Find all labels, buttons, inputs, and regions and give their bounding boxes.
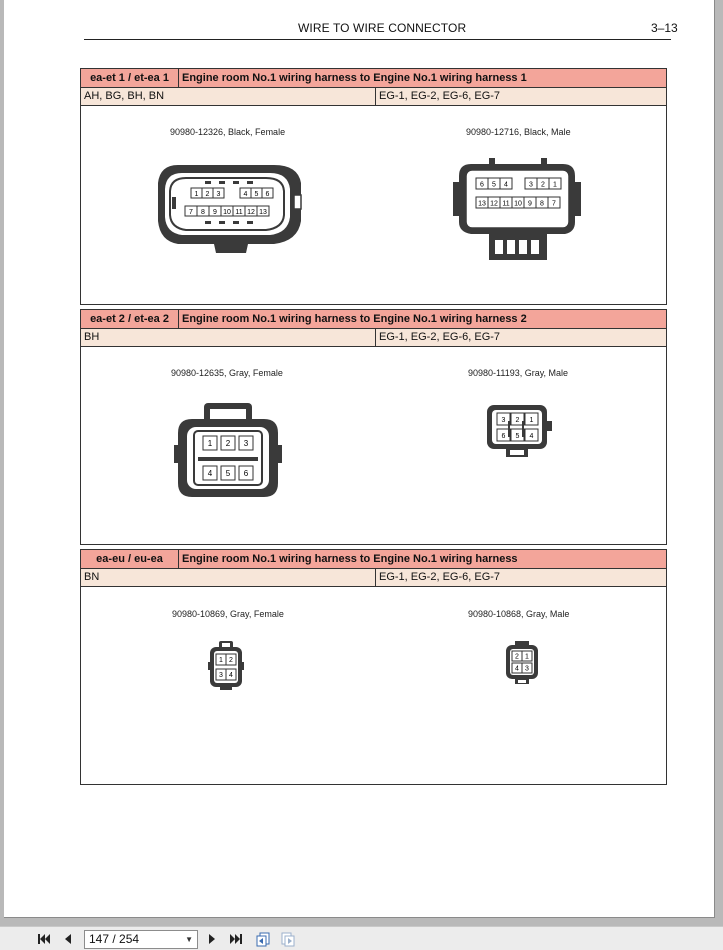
pin-label: 1 bbox=[553, 181, 557, 189]
section-info-row bbox=[81, 329, 666, 347]
next-page-icon[interactable] bbox=[204, 931, 220, 947]
pin-row-bottom bbox=[476, 197, 560, 208]
page-header-number: 3–13 bbox=[651, 21, 678, 35]
connector-code: ea-et 2 / et-ea 2 bbox=[81, 310, 179, 328]
go-back-view-icon[interactable] bbox=[255, 931, 271, 947]
connector-housing bbox=[453, 158, 581, 260]
pin-label: 6 bbox=[480, 181, 484, 189]
pin-label: 9 bbox=[213, 209, 217, 216]
pin-label: 3 bbox=[216, 191, 221, 198]
pdf-viewer-toolbar bbox=[0, 926, 723, 950]
pin-label: 7 bbox=[552, 200, 556, 208]
pin-label: 2 bbox=[225, 439, 231, 448]
section-title-row bbox=[81, 69, 666, 88]
section-title-row bbox=[81, 550, 666, 569]
connector-name: Engine room No.1 wiring harness to Engine No.1 wiring harness bbox=[182, 553, 518, 565]
pin-label: 9 bbox=[528, 200, 532, 208]
male-connector-4pin bbox=[504, 640, 540, 686]
pin-label: 5 bbox=[492, 181, 496, 189]
pin-label: 13 bbox=[478, 200, 486, 208]
system-codes: BN bbox=[81, 569, 376, 586]
page-indicator: 147 / 254 bbox=[89, 932, 140, 946]
female-connector-6pin bbox=[174, 401, 282, 501]
pin-label: 3 bbox=[529, 181, 533, 189]
pin-label: 8 bbox=[201, 209, 205, 216]
pin-row-bottom bbox=[185, 206, 269, 216]
pin-label: 8 bbox=[540, 200, 544, 208]
female-connector-caption: 90980-10869, Gray, Female bbox=[172, 609, 284, 619]
pin-label: 6 bbox=[501, 433, 506, 440]
pin-label: 7 bbox=[189, 209, 193, 216]
male-connector-caption: 90980-12716, Black, Male bbox=[466, 127, 571, 137]
connector-name: Engine room No.1 wiring harness to Engine No.1 wiring harness 2 bbox=[182, 313, 527, 325]
pin-label: 4 bbox=[207, 469, 213, 478]
previous-page-icon[interactable] bbox=[60, 931, 76, 947]
male-connector-13pin bbox=[451, 156, 586, 264]
pin-label: 12 bbox=[247, 209, 255, 216]
pin-label: 2 bbox=[515, 653, 519, 661]
pin-label: 5 bbox=[254, 191, 259, 198]
pin-label: 4 bbox=[515, 665, 519, 673]
pin-label: 2 bbox=[541, 181, 545, 189]
pin-label: 2 bbox=[229, 657, 233, 664]
pin-label: 13 bbox=[259, 209, 267, 216]
pin-label: 3 bbox=[243, 439, 249, 448]
female-connector-caption: 90980-12635, Gray, Female bbox=[171, 368, 283, 378]
page-header-title: WIRE TO WIRE CONNECTOR bbox=[298, 21, 467, 35]
connector-section-3 bbox=[80, 549, 667, 785]
pin-label: 2 bbox=[205, 191, 210, 198]
pin-label: 3 bbox=[525, 665, 529, 673]
pin-label: 11 bbox=[235, 209, 243, 216]
connector-code: ea-eu / eu-ea bbox=[81, 550, 179, 568]
female-connector-13pin bbox=[156, 161, 306, 256]
pin-label: 4 bbox=[243, 191, 248, 198]
pin-label: 4 bbox=[504, 181, 508, 189]
female-connector-4pin bbox=[208, 640, 244, 692]
connector-section-1 bbox=[80, 68, 667, 305]
header-rule bbox=[84, 39, 671, 40]
go-forward-view-icon[interactable] bbox=[280, 931, 296, 947]
section-info-row bbox=[81, 88, 666, 106]
section-title-row bbox=[81, 310, 666, 329]
pin-label: 3 bbox=[219, 672, 223, 679]
male-connector-caption: 90980-10868, Gray, Male bbox=[468, 609, 570, 619]
pin-label: 5 bbox=[225, 469, 231, 478]
pin-label: 1 bbox=[219, 657, 223, 664]
pin-label: 3 bbox=[501, 417, 506, 424]
pin-label: 10 bbox=[223, 209, 231, 216]
connector-name: Engine room No.1 wiring harness to Engine No.1 wiring harness 1 bbox=[182, 72, 527, 84]
last-page-icon[interactable] bbox=[228, 931, 244, 947]
pin-label: 1 bbox=[525, 653, 529, 661]
pin-label: 6 bbox=[265, 191, 270, 198]
pin-label: 1 bbox=[207, 439, 213, 448]
pin-label: 10 bbox=[514, 200, 522, 208]
pin-label: 11 bbox=[502, 200, 510, 208]
pin-label: 6 bbox=[243, 469, 249, 478]
pin-label: 2 bbox=[515, 417, 520, 424]
female-connector-caption: 90980-12326, Black, Female bbox=[170, 127, 286, 137]
pin-label: 12 bbox=[490, 200, 498, 208]
pin-label: 1 bbox=[529, 417, 534, 424]
pin-label: 1 bbox=[194, 191, 199, 198]
chevron-down-icon: ▼ bbox=[185, 935, 193, 944]
section-info-row bbox=[81, 569, 666, 587]
male-connector-caption: 90980-11193, Gray, Male bbox=[468, 368, 569, 378]
pin-label: 5 bbox=[515, 433, 520, 440]
connector-section-2 bbox=[80, 309, 667, 545]
page-number-select[interactable] bbox=[84, 930, 198, 949]
pin-label: 4 bbox=[229, 672, 233, 679]
system-codes: BH bbox=[81, 329, 376, 346]
diagram-refs: EG-1, EG-2, EG-6, EG-7 bbox=[379, 90, 501, 102]
first-page-icon[interactable] bbox=[36, 931, 52, 947]
pin-label: 4 bbox=[529, 433, 534, 440]
diagram-refs: EG-1, EG-2, EG-6, EG-7 bbox=[379, 571, 501, 583]
system-codes: AH, BG, BH, BN bbox=[81, 88, 376, 105]
connector-code: ea-et 1 / et-ea 1 bbox=[81, 69, 179, 87]
diagram-refs: EG-1, EG-2, EG-6, EG-7 bbox=[379, 331, 501, 343]
male-connector-6pin bbox=[484, 401, 556, 461]
